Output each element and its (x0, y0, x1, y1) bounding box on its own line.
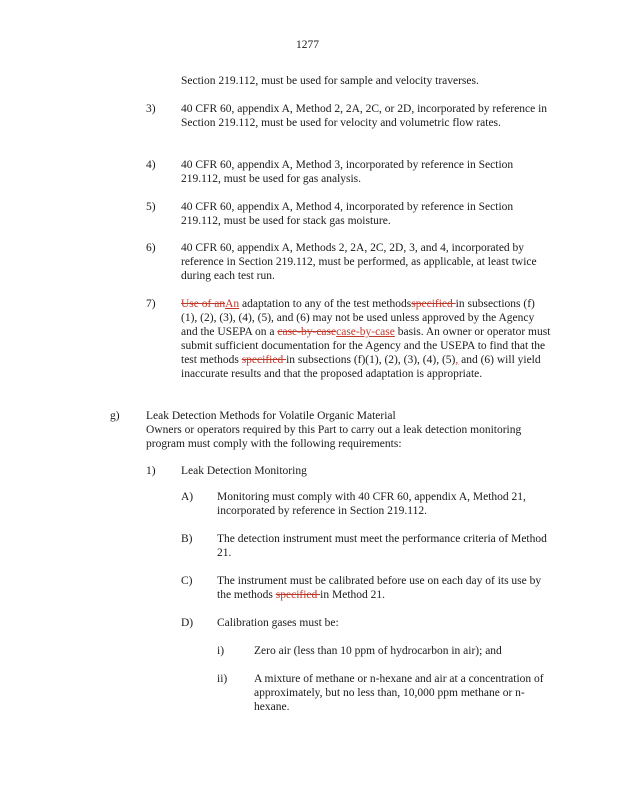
roman-text: Zero air (less than 10 ppm of hydrocarbon in air); and (254, 645, 502, 657)
item-text: 40 CFR 60, appendix A, Method 4, incorporated by reference in Section 219.112, must be used for stack gas moisture. (181, 201, 514, 227)
text-run: in subsections (f)(1), (2), (3), (4), (5), and (6) may not be used unless approved by the Agency and the USEPA on a (181, 298, 535, 338)
roman-text: A mixture of methane or n-hexane and air at a concentration of approximately, but no less than, 10,000 ppm methane or n-hexane. (254, 673, 544, 713)
item-number: 6) (146, 242, 156, 254)
item-number: 3) (146, 103, 156, 115)
deleted-text: case-by-case (277, 326, 337, 338)
text-run: adaptation to any of the test methods (239, 298, 412, 310)
subitem-number: A) (181, 491, 194, 503)
subitem-number: D) (181, 617, 194, 629)
text-run: The instrument must be calibrated before use on each day of its use by the methods (217, 575, 542, 601)
item-number: 5) (146, 201, 156, 213)
subitem-text: Calibration gases must be: (217, 617, 339, 629)
section-body: Owners or operators required by this Part to carry out a leak detection monitoring program must comply with the following requirements: (146, 424, 522, 450)
page-number: 1277 (296, 39, 319, 51)
text-run: and (6) will yield inaccurate results and that the proposed adaptation is appropriate. (181, 354, 541, 380)
subitem-text (217, 574, 551, 602)
section-heading: Leak Detection Methods for Volatile Organic Material (146, 410, 396, 422)
roman-number: ii) (217, 673, 228, 685)
inserted-text: , (455, 354, 459, 366)
inserted-text: An (225, 298, 240, 310)
subitem-number: C) (181, 575, 193, 587)
item-number: 7) (146, 298, 156, 310)
item-text: 40 CFR 60, appendix A, Method 3, incorporated by reference in Section 219.112, must be used for gas analysis. (181, 159, 514, 185)
subitem-text: Monitoring must comply with 40 CFR 60, appendix A, Method 21, incorporated by reference in Section 219.112. (217, 491, 526, 517)
subitem-text: The detection instrument must meet the performance criteria of Method 21. (217, 533, 547, 559)
deleted-text: specified (275, 589, 321, 601)
subsection-number: 1) (146, 465, 156, 477)
roman-number: i) (217, 645, 225, 657)
item-text: 40 CFR 60, appendix A, Methods 2, 2A, 2C, 2D, 3, and 4, incorporated by reference in Section 219.112, must be performed, as applicable, at least twice during each test run. (181, 242, 537, 282)
intro-line: Section 219.112, must be used for sample and velocity traverses. (181, 75, 479, 87)
text-run: basis. An owner or operator must submit sufficient documentation for the Agency and the USEPA to find that the test methods (181, 326, 551, 366)
subsection-title: Leak Detection Monitoring (181, 465, 307, 477)
text-run: in subsections (f)(1), (2), (3), (4), (5) (286, 354, 456, 366)
item-7-text (181, 297, 551, 381)
deleted-text: specified (411, 298, 456, 310)
text-run: in Method 21. (320, 589, 386, 601)
item-text: 40 CFR 60, appendix A, Method 2, 2A, 2C, or 2D, incorporated by reference in Section 219.112, must be used for velocity and volumetric flow rates. (181, 103, 548, 129)
section-label: g) (110, 410, 120, 422)
deleted-text: Use of an (181, 298, 226, 310)
inserted-text: case-by-case (336, 326, 395, 338)
deleted-text: specified (241, 354, 287, 366)
subitem-number: B) (181, 533, 193, 545)
item-number: 4) (146, 159, 156, 171)
